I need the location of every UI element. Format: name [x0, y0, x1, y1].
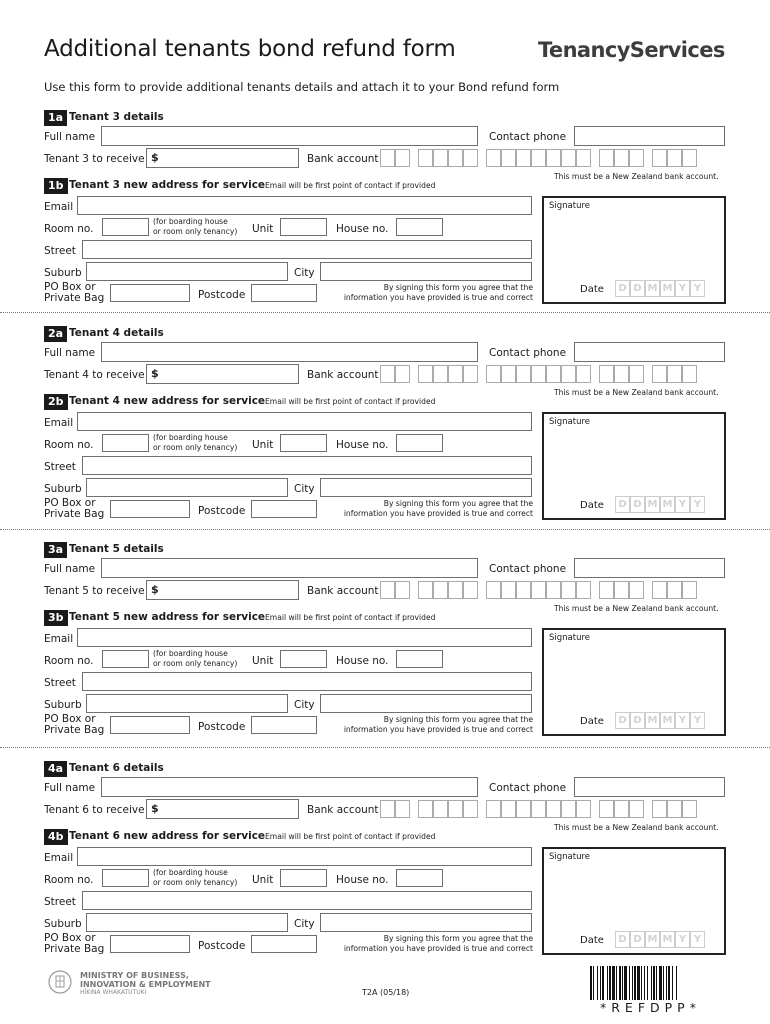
tenant-details-heading: Tenant 6 details — [69, 762, 164, 774]
brand-part2: Services — [629, 38, 725, 62]
room-no-field[interactable] — [102, 869, 149, 887]
section-badge-a: 1a — [44, 110, 67, 126]
house-no-label: House no. — [336, 655, 389, 667]
date-cell: M — [660, 931, 675, 948]
date-cell: D — [615, 280, 630, 297]
house-no-label: House no. — [336, 439, 389, 451]
barcode-bar — [672, 966, 673, 1000]
po-box-field[interactable] — [110, 500, 190, 518]
declaration-line-1: By signing this form you agree that the — [383, 934, 533, 943]
signature-box[interactable] — [542, 412, 726, 520]
ministry-line-1: MINISTRY OF BUSINESS, — [80, 971, 189, 980]
form-code: T2A (05/18) — [362, 988, 410, 997]
street-field[interactable] — [82, 891, 532, 910]
date-cell: Y — [690, 496, 705, 513]
city-label: City — [294, 483, 315, 495]
barcode-bar — [644, 966, 645, 1000]
section-divider — [0, 747, 770, 748]
postcode-field[interactable] — [251, 935, 317, 953]
unit-field[interactable] — [280, 869, 327, 887]
contact-phone-field[interactable] — [574, 777, 725, 797]
tenant-section — [0, 324, 770, 540]
barcode-bar — [590, 966, 592, 1000]
po-box-field[interactable] — [110, 935, 190, 953]
po-box-line-1: PO Box or — [44, 713, 96, 725]
house-no-label: House no. — [336, 874, 389, 886]
boarding-note-line-1: (for boarding house — [153, 649, 228, 658]
suburb-field[interactable] — [86, 478, 288, 497]
email-label: Email — [44, 201, 74, 213]
barcode-bar — [668, 966, 670, 1000]
declaration-line-1: By signing this form you agree that the — [383, 283, 533, 292]
barcode-bar — [612, 966, 615, 1000]
email-field[interactable] — [77, 196, 532, 215]
receive-amount-field[interactable] — [146, 799, 299, 819]
date-cell: D — [630, 712, 645, 729]
date-field[interactable] — [615, 931, 705, 948]
suburb-field[interactable] — [86, 913, 288, 932]
po-box-field[interactable] — [110, 716, 190, 734]
full-name-label: Full name — [44, 347, 96, 359]
declaration-line-1: By signing this form you agree that the — [383, 499, 533, 508]
suburb-field[interactable] — [86, 262, 288, 281]
bank-account-label: Bank account — [307, 585, 379, 597]
city-field[interactable] — [320, 913, 532, 932]
date-cell: M — [645, 712, 660, 729]
bank-account-note: This must be a New Zealand bank account. — [554, 604, 719, 613]
house-no-field[interactable] — [396, 434, 443, 452]
barcode — [590, 966, 726, 1000]
date-label: Date — [580, 284, 604, 295]
signature-label: Signature — [549, 417, 591, 427]
barcode-bar — [656, 966, 657, 1000]
postcode-label: Postcode — [198, 289, 246, 301]
date-cell: Y — [675, 931, 690, 948]
date-cell: M — [660, 280, 675, 297]
contact-phone-field[interactable] — [574, 558, 725, 578]
barcode-bar — [659, 966, 662, 1000]
barcode-bar — [622, 966, 623, 1000]
signature-label: Signature — [549, 852, 591, 862]
unit-label: Unit — [252, 439, 274, 451]
tenant-section — [0, 759, 770, 975]
barcode-bar — [663, 966, 664, 1000]
boarding-note-line-2: or room only tenancy) — [153, 878, 238, 887]
date-cell: M — [645, 280, 660, 297]
full-name-label: Full name — [44, 131, 96, 143]
suburb-label: Suburb — [44, 699, 82, 711]
bank-account-field[interactable] — [380, 800, 697, 818]
city-field[interactable] — [320, 478, 532, 497]
postcode-field[interactable] — [251, 284, 317, 302]
full-name-field[interactable] — [101, 342, 478, 362]
receive-amount-label: Tenant 5 to receive — [44, 585, 145, 597]
po-box-line-2: Private Bag — [44, 724, 105, 736]
house-no-field[interactable] — [396, 869, 443, 887]
email-note: Email will be first point of contact if provided — [265, 832, 436, 841]
po-box-field[interactable] — [110, 284, 190, 302]
room-no-field[interactable] — [102, 650, 149, 668]
tenant-section — [0, 540, 770, 756]
new-address-heading: Tenant 5 new address for service — [69, 611, 266, 623]
section-badge-b: 1b — [44, 178, 68, 194]
po-box-line-1: PO Box or — [44, 281, 96, 293]
unit-label: Unit — [252, 655, 274, 667]
section-divider — [0, 312, 770, 313]
full-name-field[interactable] — [101, 558, 478, 578]
date-cell: D — [630, 496, 645, 513]
receive-amount-label: Tenant 6 to receive — [44, 804, 145, 816]
signature-box[interactable] — [542, 628, 726, 736]
section-badge-a: 4a — [44, 761, 67, 777]
unit-label: Unit — [252, 223, 274, 235]
suburb-field[interactable] — [86, 694, 288, 713]
date-cell: M — [660, 496, 675, 513]
declaration-text — [320, 499, 533, 519]
barcode-bar — [666, 966, 667, 1000]
po-box-label — [44, 933, 104, 955]
boarding-note-line-2: or room only tenancy) — [153, 443, 238, 452]
ministry-maori-name: HĪKINA WHAKATUTUKI — [80, 989, 147, 996]
email-note: Email will be first point of contact if provided — [265, 397, 436, 406]
date-field[interactable] — [615, 712, 705, 729]
email-label: Email — [44, 633, 74, 645]
tenant-details-heading: Tenant 4 details — [69, 327, 164, 339]
full-name-field[interactable] — [101, 126, 478, 146]
unit-field[interactable] — [280, 434, 327, 452]
date-cell: Y — [675, 280, 690, 297]
date-cell: D — [615, 496, 630, 513]
bank-account-note: This must be a New Zealand bank account. — [554, 388, 719, 397]
suburb-label: Suburb — [44, 267, 82, 279]
declaration-text — [320, 283, 533, 303]
receive-amount-field[interactable] — [146, 580, 299, 600]
bank-account-note: This must be a New Zealand bank account. — [554, 172, 719, 181]
postcode-label: Postcode — [198, 940, 246, 952]
tenancy-services-logo — [538, 38, 725, 62]
declaration-line-2: information you have provided is true and correct — [343, 293, 533, 302]
email-field[interactable] — [77, 847, 532, 866]
date-cell: Y — [690, 712, 705, 729]
signature-label: Signature — [549, 201, 591, 211]
boarding-note-line-1: (for boarding house — [153, 217, 228, 226]
barcode-bar — [637, 966, 640, 1000]
contact-phone-label: Contact phone — [489, 347, 567, 359]
date-label: Date — [580, 935, 604, 946]
street-label: Street — [44, 461, 76, 473]
barcode-bar — [619, 966, 621, 1000]
postcode-field[interactable] — [251, 500, 317, 518]
currency-symbol: $ — [151, 151, 159, 164]
declaration-line-2: information you have provided is true and correct — [343, 509, 533, 518]
po-box-line-2: Private Bag — [44, 292, 105, 304]
bank-account-field[interactable] — [380, 365, 697, 383]
bank-account-label: Bank account — [307, 369, 379, 381]
barcode-bar — [616, 966, 617, 1000]
contact-phone-label: Contact phone — [489, 782, 567, 794]
street-label: Street — [44, 677, 76, 689]
date-cell: Y — [675, 712, 690, 729]
barcode-bar — [641, 966, 642, 1000]
contact-phone-field[interactable] — [574, 126, 725, 146]
barcode-bar — [607, 966, 608, 1000]
full-name-label: Full name — [44, 563, 96, 575]
new-address-heading: Tenant 6 new address for service — [69, 830, 266, 842]
contact-phone-field[interactable] — [574, 342, 725, 362]
house-no-field[interactable] — [396, 218, 443, 236]
city-field[interactable] — [320, 694, 532, 713]
declaration-line-2: information you have provided is true and correct — [343, 725, 533, 734]
barcode-bar — [634, 966, 636, 1000]
barcode-bar — [647, 966, 648, 1000]
house-no-label: House no. — [336, 223, 389, 235]
tenant-details-heading: Tenant 3 details — [69, 111, 164, 123]
postcode-field[interactable] — [251, 716, 317, 734]
contact-phone-label: Contact phone — [489, 131, 567, 143]
po-box-label — [44, 498, 104, 520]
boarding-note-line-1: (for boarding house — [153, 433, 228, 442]
bank-account-label: Bank account — [307, 804, 379, 816]
boarding-house-note — [153, 868, 237, 888]
receive-amount-label: Tenant 4 to receive — [44, 369, 145, 381]
signature-box[interactable] — [542, 847, 726, 955]
street-field[interactable] — [82, 240, 532, 259]
declaration-line-2: information you have provided is true and correct — [343, 944, 533, 953]
date-cell: D — [615, 712, 630, 729]
date-cell: M — [660, 712, 675, 729]
boarding-note-line-1: (for boarding house — [153, 868, 228, 877]
section-badge-b: 2b — [44, 394, 68, 410]
form-title: Additional tenants bond refund form — [44, 36, 456, 62]
barcode-bar — [629, 966, 630, 1000]
barcode-bar — [624, 966, 627, 1000]
room-no-label: Room no. — [44, 439, 94, 451]
section-badge-a: 2a — [44, 326, 67, 342]
email-label: Email — [44, 417, 74, 429]
bank-account-label: Bank account — [307, 153, 379, 165]
new-address-heading: Tenant 4 new address for service — [69, 395, 266, 407]
bank-account-field[interactable] — [380, 149, 697, 167]
currency-symbol: $ — [151, 367, 159, 380]
date-cell: Y — [690, 280, 705, 297]
boarding-note-line-2: or room only tenancy) — [153, 659, 238, 668]
unit-field[interactable] — [280, 218, 327, 236]
room-no-label: Room no. — [44, 874, 94, 886]
declaration-line-1: By signing this form you agree that the — [383, 715, 533, 724]
city-label: City — [294, 267, 315, 279]
city-label: City — [294, 699, 315, 711]
street-label: Street — [44, 245, 76, 257]
currency-symbol: $ — [151, 802, 159, 815]
date-field[interactable] — [615, 496, 705, 513]
date-cell: D — [630, 280, 645, 297]
unit-label: Unit — [252, 874, 274, 886]
declaration-text — [320, 715, 533, 735]
barcode-bar — [597, 966, 598, 1000]
barcode-bar — [602, 966, 604, 1000]
bank-account-field[interactable] — [380, 581, 697, 599]
email-label: Email — [44, 852, 74, 864]
section-badge-b: 4b — [44, 829, 68, 845]
po-box-line-2: Private Bag — [44, 508, 105, 520]
date-label: Date — [580, 500, 604, 511]
po-box-line-1: PO Box or — [44, 497, 96, 509]
unit-field[interactable] — [280, 650, 327, 668]
brand-part1: Tenancy — [538, 38, 630, 62]
city-label: City — [294, 918, 315, 930]
coat-of-arms-icon — [46, 968, 74, 996]
street-label: Street — [44, 896, 76, 908]
date-label: Date — [580, 716, 604, 727]
declaration-text — [320, 934, 533, 954]
room-no-label: Room no. — [44, 223, 94, 235]
street-field[interactable] — [82, 672, 532, 691]
date-cell: Y — [690, 931, 705, 948]
date-cell: M — [645, 496, 660, 513]
currency-symbol: $ — [151, 583, 159, 596]
date-cell: D — [615, 931, 630, 948]
suburb-label: Suburb — [44, 918, 82, 930]
signature-label: Signature — [549, 633, 591, 643]
section-badge-a: 3a — [44, 542, 67, 558]
tenant-details-heading: Tenant 5 details — [69, 543, 164, 555]
email-field[interactable] — [77, 628, 532, 647]
city-field[interactable] — [320, 262, 532, 281]
full-name-label: Full name — [44, 782, 96, 794]
barcode-bar — [676, 966, 677, 1000]
boarding-house-note — [153, 433, 237, 453]
bank-account-note: This must be a New Zealand bank account. — [554, 823, 719, 832]
email-note: Email will be first point of contact if provided — [265, 613, 436, 622]
boarding-house-note — [153, 217, 237, 237]
room-no-field[interactable] — [102, 434, 149, 452]
full-name-field[interactable] — [101, 777, 478, 797]
barcode-bar — [600, 966, 601, 1000]
new-address-heading: Tenant 3 new address for service — [69, 179, 266, 191]
contact-phone-label: Contact phone — [489, 563, 567, 575]
section-badge-b: 3b — [44, 610, 68, 626]
po-box-line-1: PO Box or — [44, 932, 96, 944]
receive-amount-field[interactable] — [146, 364, 299, 384]
tenant-section — [0, 108, 770, 324]
postcode-label: Postcode — [198, 505, 246, 517]
ministry-line-2: INNOVATION & EMPLOYMENT — [80, 980, 211, 989]
po-box-label — [44, 282, 104, 304]
po-box-label — [44, 714, 104, 736]
barcode-bar — [632, 966, 633, 1000]
boarding-note-line-2: or room only tenancy) — [153, 227, 238, 236]
email-note: Email will be first point of contact if provided — [265, 181, 436, 190]
house-no-field[interactable] — [396, 650, 443, 668]
ministry-name — [80, 971, 211, 989]
suburb-label: Suburb — [44, 483, 82, 495]
barcode-text: *REFDPP* — [600, 1000, 701, 1015]
section-divider — [0, 529, 770, 530]
receive-amount-field[interactable] — [146, 148, 299, 168]
date-cell: M — [645, 931, 660, 948]
postcode-label: Postcode — [198, 721, 246, 733]
date-cell: D — [630, 931, 645, 948]
date-cell: Y — [675, 496, 690, 513]
intro-text: Use this form to provide additional tenants details and attach it to your Bond refund form — [44, 80, 560, 94]
barcode-bar — [593, 966, 594, 1000]
date-field[interactable] — [615, 280, 705, 297]
boarding-house-note — [153, 649, 237, 669]
barcode-bar — [651, 966, 652, 1000]
po-box-line-2: Private Bag — [44, 943, 105, 955]
street-field[interactable] — [82, 456, 532, 475]
receive-amount-label: Tenant 3 to receive — [44, 153, 145, 165]
barcode-bar — [609, 966, 611, 1000]
barcode-bar — [653, 966, 655, 1000]
signature-box[interactable] — [542, 196, 726, 304]
email-field[interactable] — [77, 412, 532, 431]
room-no-label: Room no. — [44, 655, 94, 667]
room-no-field[interactable] — [102, 218, 149, 236]
